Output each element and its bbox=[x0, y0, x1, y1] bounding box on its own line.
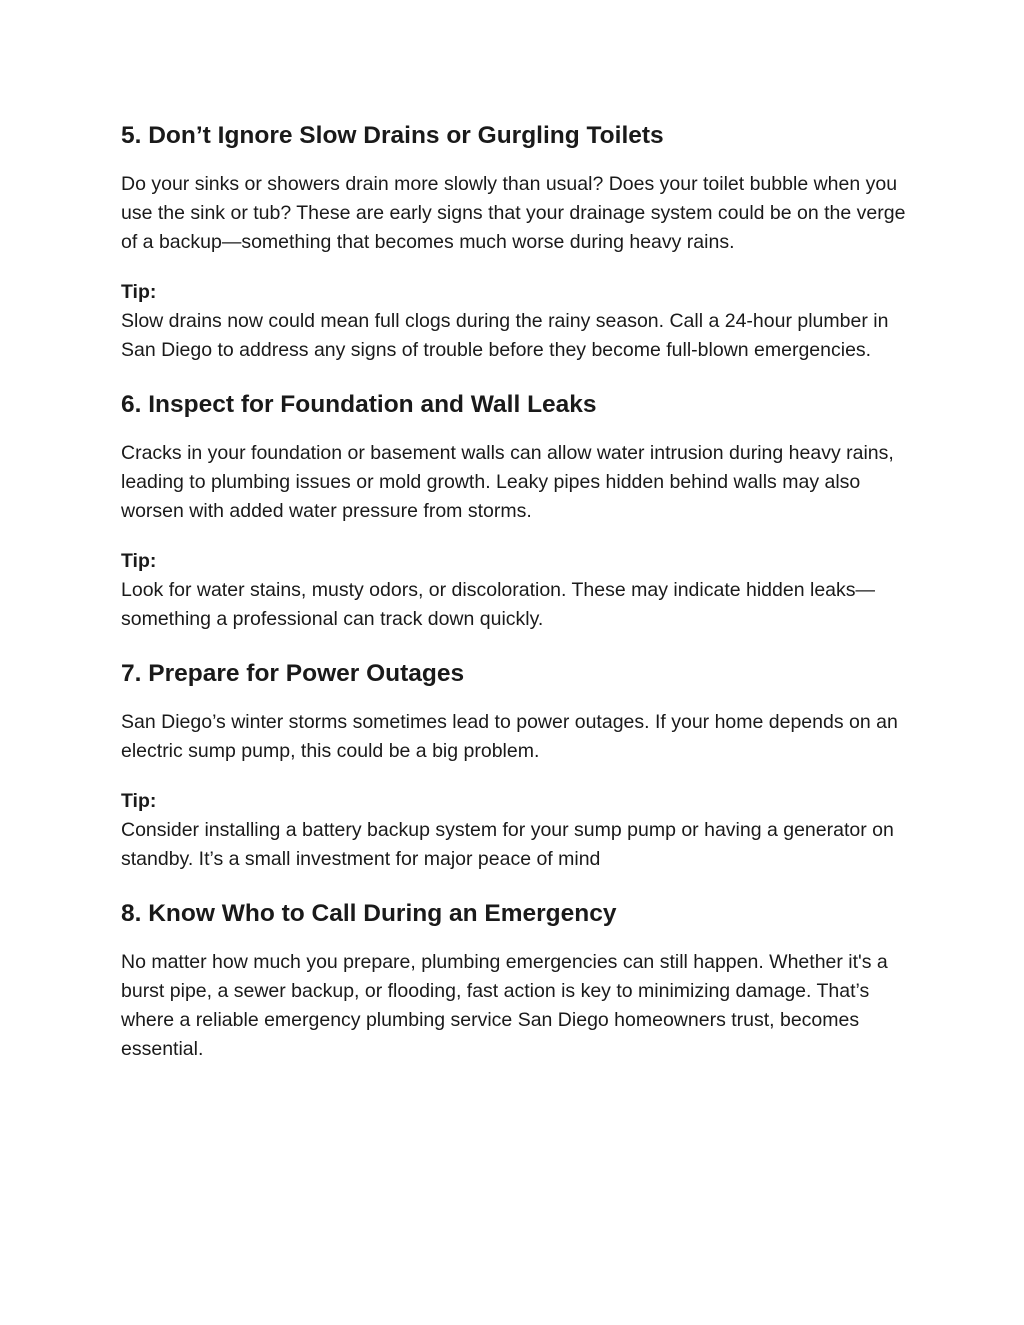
section-body: No matter how much you prepare, plumbing emergencies can still happen. Whether it's a burst pipe, a sewer backup, or flooding, fast action is key to minimizing damage. That’s where a reliable emergency plumbing service San Diego homeowners trust, becomes essential. bbox=[121, 951, 888, 1060]
section-heading: 7. Prepare for Power Outages bbox=[121, 660, 465, 687]
tip-label: Tip: bbox=[121, 281, 157, 303]
section-slow-drains bbox=[121, 118, 911, 365]
section-heading: 6. Inspect for Foundation and Wall Leaks bbox=[121, 391, 597, 418]
section-emergency-contact bbox=[121, 896, 911, 1064]
tip-label: Tip: bbox=[121, 550, 157, 572]
section-heading: 5. Don’t Ignore Slow Drains or Gurgling Toilets bbox=[121, 122, 664, 149]
section-body: Do your sinks or showers drain more slowly than usual? Does your toilet bubble when you use the sink or tub? These are early signs that your drainage system could be on the verge of a backup—something that becomes much worse during heavy rains. bbox=[121, 173, 906, 253]
tip-label: Tip: bbox=[121, 790, 157, 812]
section-power-outages bbox=[121, 656, 911, 874]
tip-text: Look for water stains, musty odors, or discoloration. These may indicate hidden leaks—something a professional can track down quickly. bbox=[121, 579, 876, 630]
section-body: San Diego’s winter storms sometimes lead to power outages. If your home depends on an electric sump pump, this could be a big problem. bbox=[121, 711, 898, 762]
section-heading: 8. Know Who to Call During an Emergency bbox=[121, 900, 617, 927]
section-foundation-leaks bbox=[121, 387, 911, 634]
tip-text: Consider installing a battery backup system for your sump pump or having a generator on standby. It’s a small investment for major peace of mind bbox=[121, 819, 894, 870]
tip-text: Slow drains now could mean full clogs during the rainy season. Call a 24-hour plumber in San Diego to address any signs of trouble before they become full-blown emergencies. bbox=[121, 310, 889, 361]
document-page bbox=[121, 118, 911, 1064]
section-body: Cracks in your foundation or basement walls can allow water intrusion during heavy rains, leading to plumbing issues or mold growth. Leaky pipes hidden behind walls may also worsen with added water pressure from storms. bbox=[121, 442, 894, 522]
